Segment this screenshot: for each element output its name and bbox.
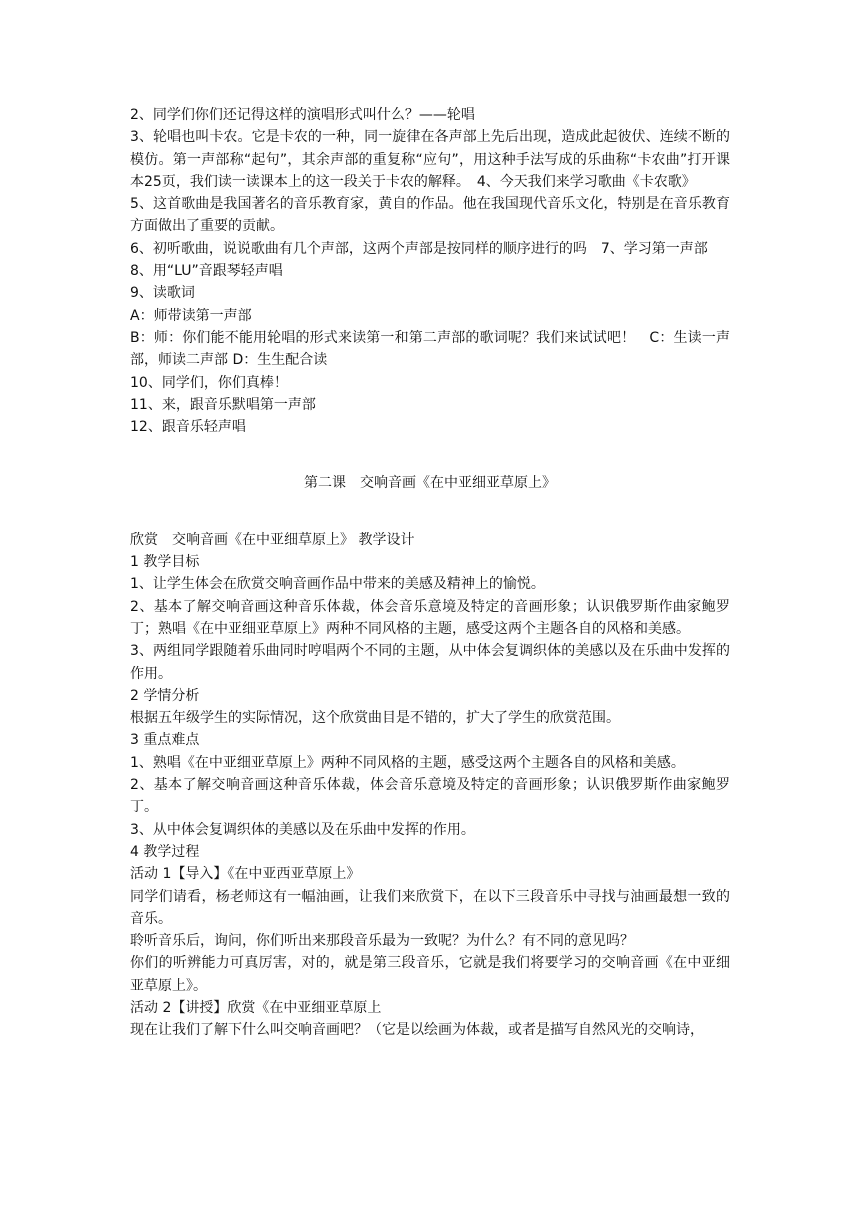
- paragraph: 2、基本了解交响音画这种音乐体裁，体会音乐意境及特定的音画形象；认识俄罗斯作曲家鲍罗丁。: [130, 777, 730, 816]
- paragraph: 3、两组同学跟随着乐曲同时哼唱两个不同的主题，从中体会复调织体的美感以及在乐曲中发挥的作用。: [130, 643, 730, 682]
- paragraph: 1、让学生体会在欣赏交响音画作品中带来的美感及精神上的愉悦。: [130, 576, 545, 593]
- paragraph: 聆听音乐后，询问，你们听出来那段音乐最为一致呢？为什么？有不同的意见吗？: [130, 933, 634, 950]
- paragraph: 现在让我们了解下什么叫交响音画吧？（它是以绘画为体裁，或者是描写自然风光的交响诗，: [130, 1022, 704, 1039]
- paragraph: 活动 2【讲授】欣赏《在中亚细亚草原上: [130, 999, 382, 1016]
- heading: 2 学情分析: [130, 687, 200, 704]
- paragraph: 10、同学们，你们真棒！: [130, 374, 288, 391]
- blank-line: [130, 438, 730, 460]
- paragraph: 11、来，跟音乐默唱第一声部: [130, 396, 316, 413]
- section-lesson-1-process: [130, 104, 730, 438]
- blank-line: [130, 507, 730, 529]
- paragraph: 你们的听辨能力可真厉害，对的，就是第三段音乐，它就是我们将要学习的交响音画《在中亚细亚草原上》。: [130, 955, 730, 994]
- heading: 4 教学过程: [130, 843, 200, 860]
- paragraph: 9、读歌词: [130, 285, 195, 302]
- heading: 1 教学目标: [130, 554, 200, 571]
- paragraph: 同学们请看，杨老师这有一幅油画，让我们来欣赏下，在以下三段音乐中寻找与油画最想一致的音乐。: [130, 888, 730, 927]
- paragraph: 活动 1【导入】《在中亚西亚草原上》: [130, 866, 361, 883]
- paragraph: 3、从中体会复调织体的美感以及在乐曲中发挥的作用。: [130, 821, 475, 838]
- paragraph: 2、基本了解交响音画这种音乐体裁，体会音乐意境及特定的音画形象；认识俄罗斯作曲家鲍罗丁；熟唱《在中亚细亚草原上》两种不同风格的主题，感受这两个主题各自的风格和美感。: [130, 598, 730, 637]
- paragraph: 6、初听歌曲，说说歌曲有几个声部，这两个声部是按同样的顺序进行的吗 7、学习第一声部: [130, 240, 708, 257]
- paragraph: 5、这首歌曲是我国著名的音乐教育家，黄自的作品。他在我国现代音乐文化，特别是在音乐教育方面做出了重要的贡献。: [130, 196, 730, 235]
- heading: 3 重点难点: [130, 732, 200, 749]
- paragraph: 1、熟唱《在中亚细亚草原上》两种不同风格的主题，感受这两个主题各自的风格和美感。: [130, 754, 685, 771]
- paragraph: A：师带读第一声部: [130, 307, 252, 324]
- paragraph: 12、跟音乐轻声唱: [130, 419, 246, 436]
- paragraph: 8、用“LU”音跟琴轻声唱: [130, 263, 283, 280]
- paragraph: 2、同学们你们还记得这样的演唱形式叫什么？——轮唱: [130, 107, 475, 123]
- paragraph: 欣赏 交响音画《在中亚细草原上》 教学设计: [130, 531, 415, 548]
- section-lesson-2-design: [130, 529, 730, 1042]
- paragraph: 根据五年级学生的实际情况，这个欣赏曲目是不错的，扩大了学生的欣赏范围。: [130, 710, 620, 727]
- lesson-title: 第二课 交响音画《在中亚细亚草原上》: [304, 475, 556, 492]
- document-page: [130, 104, 730, 1042]
- paragraph: 3、轮唱也叫卡农。它是卡农的一种，同一旋律在各声部上先后出现，造成此起彼伏、连续不断的模仿。第一声部称“起句”，其余声部的重复称“应句”，用这种手法写成的乐曲称“卡农曲”打开课本25页，我们读一读课本上的这一段关于卡农的解释。 4、今天我们来学习歌曲《卡农歌》: [130, 129, 730, 190]
- paragraph: B：师：你们能不能用轮唱的形式来读第一和第二声部的歌词呢？我们来试试吧！ C：生读一声部，师读二声部 D：生生配合读: [130, 329, 730, 369]
